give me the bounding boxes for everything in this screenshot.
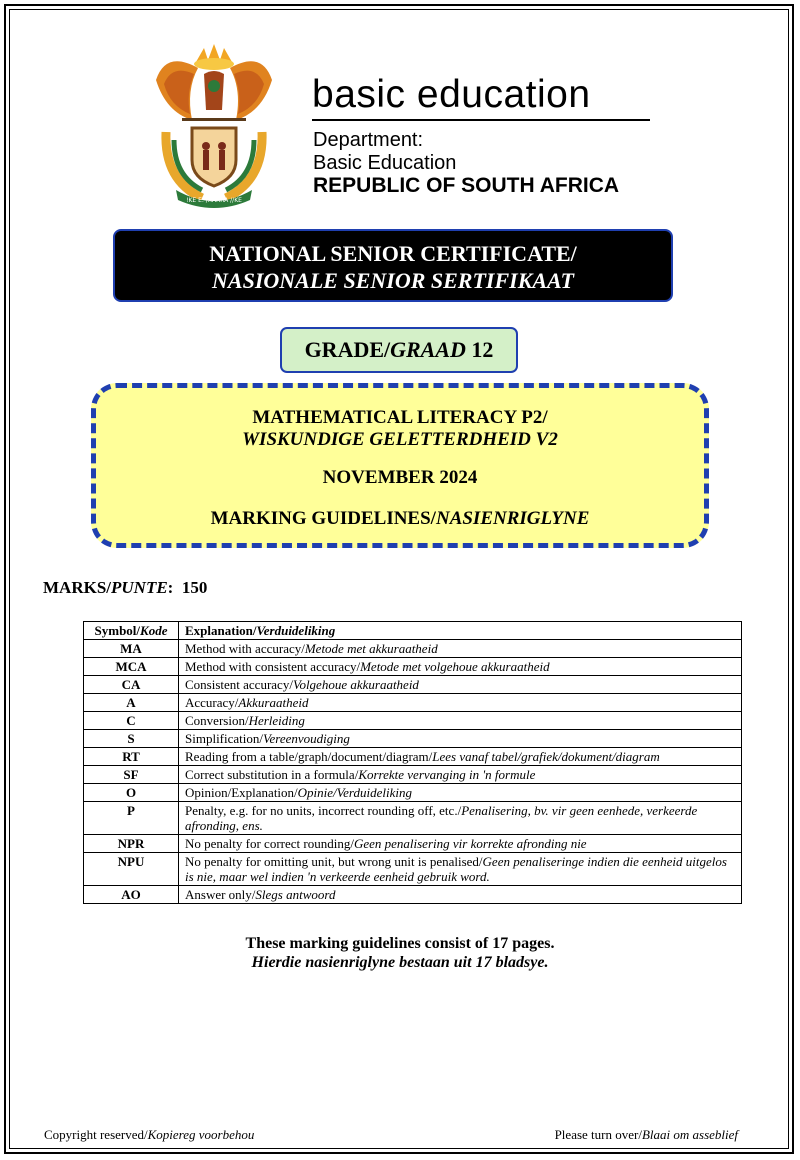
brand-rule [312, 119, 650, 121]
grade-badge [280, 327, 518, 373]
certificate-line-af: NASIONALE SENIOR SERTIFIKAAT [212, 268, 574, 293]
brand-title: basic education [312, 73, 591, 116]
legend-explanation: Conversion/Herleiding [179, 712, 742, 730]
dept-line-1: Department: [313, 129, 424, 151]
page-count-en: These marking guidelines consist of 17 pages. [245, 935, 555, 952]
legend-row [84, 676, 742, 694]
legend-row [84, 835, 742, 853]
guidelines-en: MARKING GUIDELINES/ [210, 508, 436, 529]
marks-value: 150 [181, 578, 208, 597]
legend-row [84, 748, 742, 766]
legend-explanation: Penalty, e.g. for no units, incorrect rounding off, etc./Penalisering, bv. vir geen eenhede, verkeerde afronding, ens. [179, 802, 742, 835]
legend-symbol: S [84, 730, 179, 748]
coat-of-arms-logo [146, 40, 282, 208]
legend-explanation: Accuracy/Akkuraatheid [179, 694, 742, 712]
legend-explanation: Method with accuracy/Metode met akkuraatheid [179, 640, 742, 658]
certificate-line-en: NATIONAL SENIOR CERTIFICATE/ [209, 241, 577, 266]
legend-symbol: O [84, 784, 179, 802]
symbol-legend-table [83, 621, 742, 904]
legend-header-explanation: Explanation/Verduideliking [179, 622, 742, 640]
legend-row [84, 853, 742, 886]
legend-symbol: AO [84, 886, 179, 904]
legend-row [84, 886, 742, 904]
legend-symbol: SF [84, 766, 179, 784]
guidelines-af: NASIENRIGLYNE [435, 508, 590, 529]
legend-symbol: MCA [84, 658, 179, 676]
legend-explanation: Simplification/Vereenvoudiging [179, 730, 742, 748]
legend-row [84, 766, 742, 784]
legend-explanation: No penalty for omitting unit, but wrong unit is penalised/Geen penaliseringe indien die eenheid uitgelos is nie, maar wel indien 'n verkeerde eenheid gebruik word. [179, 853, 742, 886]
legend-symbol: A [84, 694, 179, 712]
page-count-af: Hierdie nasienriglyne bestaan uit 17 bladsye. [251, 954, 549, 971]
grade-label-af: GRAAD [390, 337, 466, 362]
legend-explanation: Method with consistent accuracy/Metode met volgehoue akkuraatheid [179, 658, 742, 676]
legend-explanation: Reading from a table/graph/document/diagram/Lees vanaf tabel/grafiek/dokument/diagram [179, 748, 742, 766]
legend-symbol: NPR [84, 835, 179, 853]
crest-motto: !KE E: /XARRA //KE [186, 197, 242, 204]
legend-body [84, 640, 742, 904]
certificate-banner [113, 229, 673, 302]
grade-label-en: GRADE/ [304, 337, 391, 362]
subject-title-en: MATHEMATICAL LITERACY P2/ [252, 407, 548, 428]
marks-label-af: PUNTE [111, 578, 168, 597]
legend-explanation: No penalty for correct rounding/Geen penalisering vir korrekte afronding nie [179, 835, 742, 853]
subject-panel [91, 383, 709, 548]
marks-label-en: MARKS/ [43, 578, 111, 597]
legend-symbol: CA [84, 676, 179, 694]
legend-row [84, 658, 742, 676]
legend-explanation: Answer only/Slegs antwoord [179, 886, 742, 904]
footer-turn-over: Please turn over/Blaai om asseblief [554, 1127, 738, 1142]
dept-line-3: REPUBLIC OF SOUTH AFRICA [313, 174, 620, 197]
legend-row [84, 784, 742, 802]
legend-header-row [84, 622, 742, 640]
dept-line-2: Basic Education [313, 152, 457, 174]
legend-explanation: Consistent accuracy/Volgehoue akkuraatheid [179, 676, 742, 694]
legend-symbol: NPU [84, 853, 179, 886]
footer-copyright: Copyright reserved/Kopiereg voorbehou [44, 1127, 255, 1142]
subject-title-af: WISKUNDIGE GELETTERDHEID V2 [242, 429, 558, 450]
legend-symbol: MA [84, 640, 179, 658]
legend-explanation: Correct substitution in a formula/Korrekte vervanging in 'n formule [179, 766, 742, 784]
legend-header-symbol: Symbol/Kode [84, 622, 179, 640]
legend-symbol: C [84, 712, 179, 730]
legend-row [84, 712, 742, 730]
marking-guidelines-title [96, 508, 704, 530]
page-count-note [0, 934, 800, 972]
legend-row [84, 640, 742, 658]
legend-symbol: RT [84, 748, 179, 766]
legend-row [84, 694, 742, 712]
legend-row [84, 802, 742, 835]
legend-symbol: P [84, 802, 179, 835]
total-marks: MARKS/PUNTE: 150 [43, 578, 208, 597]
legend-explanation: Opinion/Explanation/Opinie/Verduideliking [179, 784, 742, 802]
exam-date: NOVEMBER 2024 [322, 467, 478, 488]
grade-number: 12 [471, 337, 494, 362]
legend-row [84, 730, 742, 748]
